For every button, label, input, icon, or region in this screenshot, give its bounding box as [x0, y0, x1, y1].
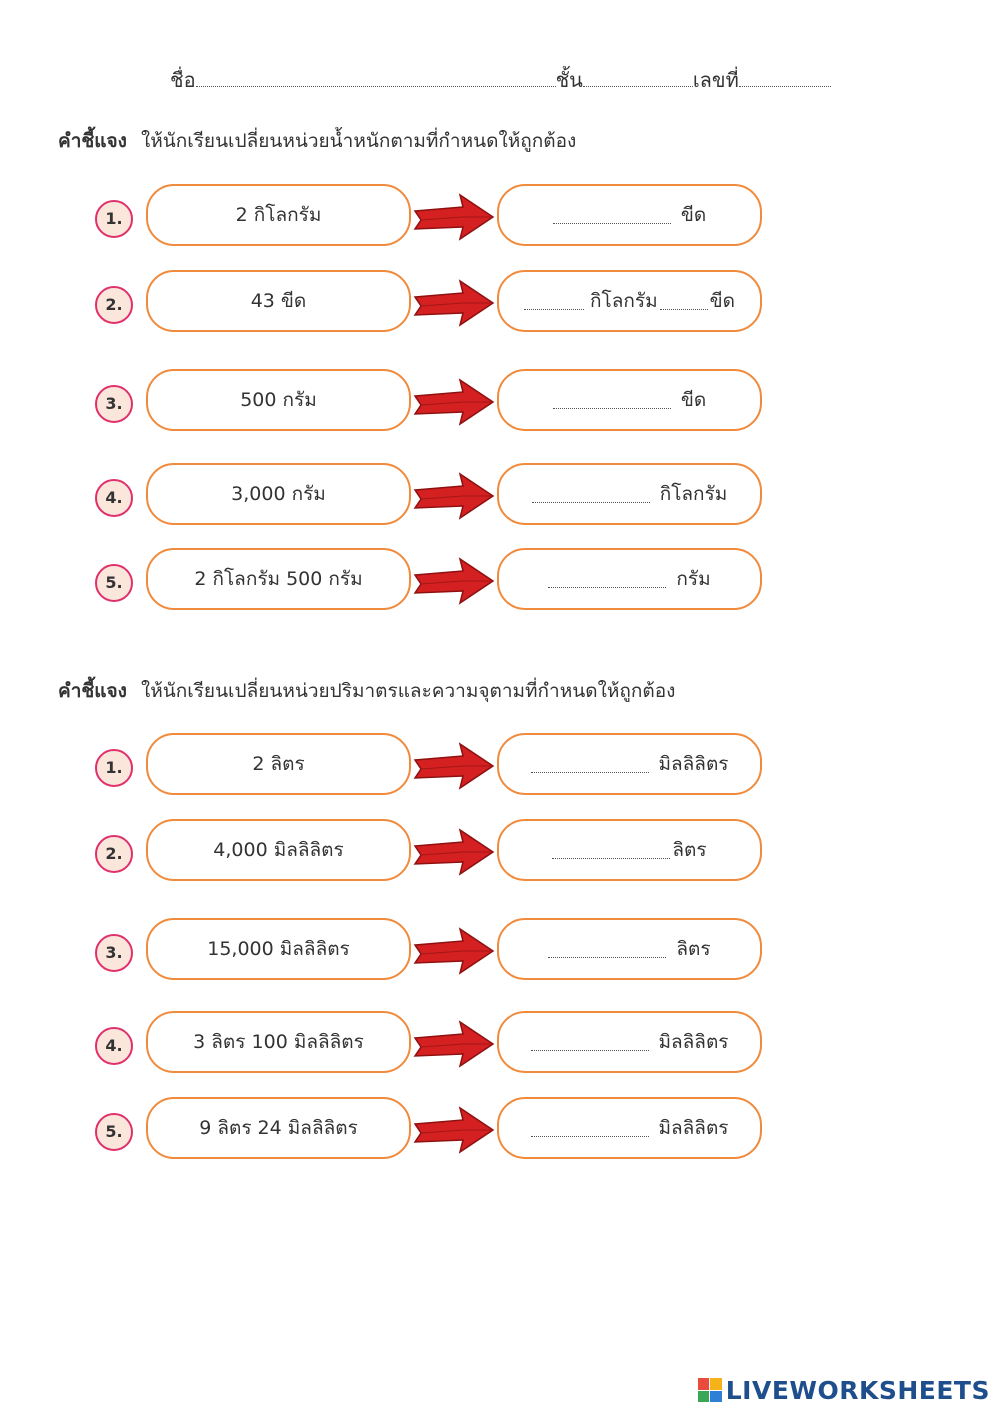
- answer-blank[interactable]: [548, 571, 666, 588]
- item-number: 3.: [95, 934, 133, 972]
- answer-unit: กิโลกรัม: [659, 483, 728, 505]
- volume-item-5: [0, 1097, 1000, 1163]
- arrow-right-icon: [413, 1106, 495, 1154]
- answer-blank[interactable]: [531, 1120, 649, 1137]
- answer-unit: ลิตร: [672, 839, 707, 861]
- logo-text: LIVEWORKSHEETS: [725, 1375, 990, 1405]
- weight-item-1: [0, 184, 1000, 250]
- answer-pill: [497, 369, 762, 431]
- question-text: 43 ขีด: [250, 290, 307, 312]
- answer-pill: [497, 733, 762, 795]
- answer-unit: กรัม: [676, 568, 711, 590]
- number-blank[interactable]: [739, 68, 831, 87]
- arrow-right-icon: [413, 927, 495, 975]
- answer-pill: [497, 819, 762, 881]
- answer-unit: มิลลิลิตร: [658, 753, 729, 775]
- answer-unit: มิลลิลิตร: [658, 1031, 729, 1053]
- question-text: 500 กรัม: [240, 389, 317, 411]
- answer-blank[interactable]: [531, 756, 649, 773]
- item-number: 1.: [95, 749, 133, 787]
- answer-unit: มิลลิลิตร: [658, 1117, 729, 1139]
- class-label: ชั้น: [555, 68, 583, 92]
- volume-item-2: [0, 819, 1000, 885]
- arrow-right-icon: [413, 193, 495, 241]
- volume-item-3: [0, 918, 1000, 984]
- question-pill: [146, 184, 411, 246]
- answer-pill: [497, 548, 762, 610]
- arrow-right-icon: [413, 378, 495, 426]
- answer-blank[interactable]: [552, 842, 670, 859]
- question-pill: [146, 1097, 411, 1159]
- question-pill: [146, 918, 411, 980]
- question-pill: [146, 463, 411, 525]
- answer-pill: [497, 184, 762, 246]
- answer-blank[interactable]: [553, 392, 671, 409]
- answer-unit-khid: ขีด: [709, 290, 735, 312]
- question-pill: [146, 369, 411, 431]
- answer-blank-kg[interactable]: [524, 293, 584, 310]
- answer-pill: [497, 463, 762, 525]
- question-text: 2 กิโลกรัม: [235, 204, 322, 226]
- answer-pill: [497, 918, 762, 980]
- answer-pill: [497, 1097, 762, 1159]
- question-text: 2 ลิตร: [252, 753, 305, 775]
- name-label: ชื่อ: [170, 68, 196, 92]
- instruction-text: ให้นักเรียนเปลี่ยนหน่วยปริมาตรและความจุตามที่กำหนดให้ถูกต้อง: [140, 680, 676, 702]
- question-text: 3 ลิตร 100 มิลลิลิตร: [193, 1031, 364, 1053]
- weight-item-5: [0, 548, 1000, 614]
- answer-blank[interactable]: [548, 941, 666, 958]
- name-blank[interactable]: [196, 68, 556, 87]
- answer-unit: ลิตร: [676, 938, 711, 960]
- arrow-right-icon: [413, 1020, 495, 1068]
- volume-item-1: [0, 733, 1000, 799]
- student-info-line: [170, 64, 850, 98]
- weight-item-4: [0, 463, 1000, 529]
- arrow-right-icon: [413, 742, 495, 790]
- question-pill: [146, 733, 411, 795]
- item-number: 4.: [95, 1027, 133, 1065]
- number-label: เลขที่: [692, 68, 739, 92]
- question-text: 2 กิโลกรัม 500 กรัม: [194, 568, 363, 590]
- instruction-label: คำชี้แจง: [58, 130, 127, 152]
- question-text: 9 ลิตร 24 มิลลิลิตร: [199, 1117, 358, 1139]
- arrow-right-icon: [413, 472, 495, 520]
- arrow-right-icon: [413, 828, 495, 876]
- item-number: 3.: [95, 385, 133, 423]
- arrow-right-icon: [413, 279, 495, 327]
- question-pill: [146, 819, 411, 881]
- volume-item-4: [0, 1011, 1000, 1077]
- logo-mark-icon: [698, 1378, 722, 1402]
- answer-pill: [497, 1011, 762, 1073]
- arrow-right-icon: [413, 557, 495, 605]
- answer-blank-khid[interactable]: [660, 293, 708, 310]
- section1-instruction: [58, 126, 576, 156]
- item-number: 5.: [95, 1113, 133, 1151]
- question-pill: [146, 270, 411, 332]
- liveworksheets-logo: [698, 1373, 990, 1407]
- question-text: 3,000 กรัม: [231, 483, 326, 505]
- answer-blank[interactable]: [532, 486, 650, 503]
- item-number: 2.: [95, 835, 133, 873]
- answer-blank[interactable]: [553, 207, 671, 224]
- section2-instruction: [58, 676, 675, 706]
- item-number: 4.: [95, 479, 133, 517]
- item-number: 2.: [95, 286, 133, 324]
- item-number: 1.: [95, 200, 133, 238]
- instruction-label: คำชี้แจง: [58, 680, 127, 702]
- answer-unit: ขีด: [680, 204, 707, 226]
- question-text: 4,000 มิลลิลิตร: [213, 839, 344, 861]
- answer-unit-kg: กิโลกรัม: [590, 290, 658, 312]
- item-number: 5.: [95, 564, 133, 602]
- question-text: 15,000 มิลลิลิตร: [207, 938, 350, 960]
- instruction-text: ให้นักเรียนเปลี่ยนหน่วยน้ำหนักตามที่กำหนดให้ถูกต้อง: [140, 130, 577, 152]
- answer-blank[interactable]: [531, 1034, 649, 1051]
- weight-item-2: [0, 270, 1000, 336]
- answer-unit: ขีด: [680, 389, 707, 411]
- weight-item-3: [0, 369, 1000, 435]
- class-blank[interactable]: [583, 68, 693, 87]
- question-pill: [146, 1011, 411, 1073]
- question-pill: [146, 548, 411, 610]
- answer-pill: [497, 270, 762, 332]
